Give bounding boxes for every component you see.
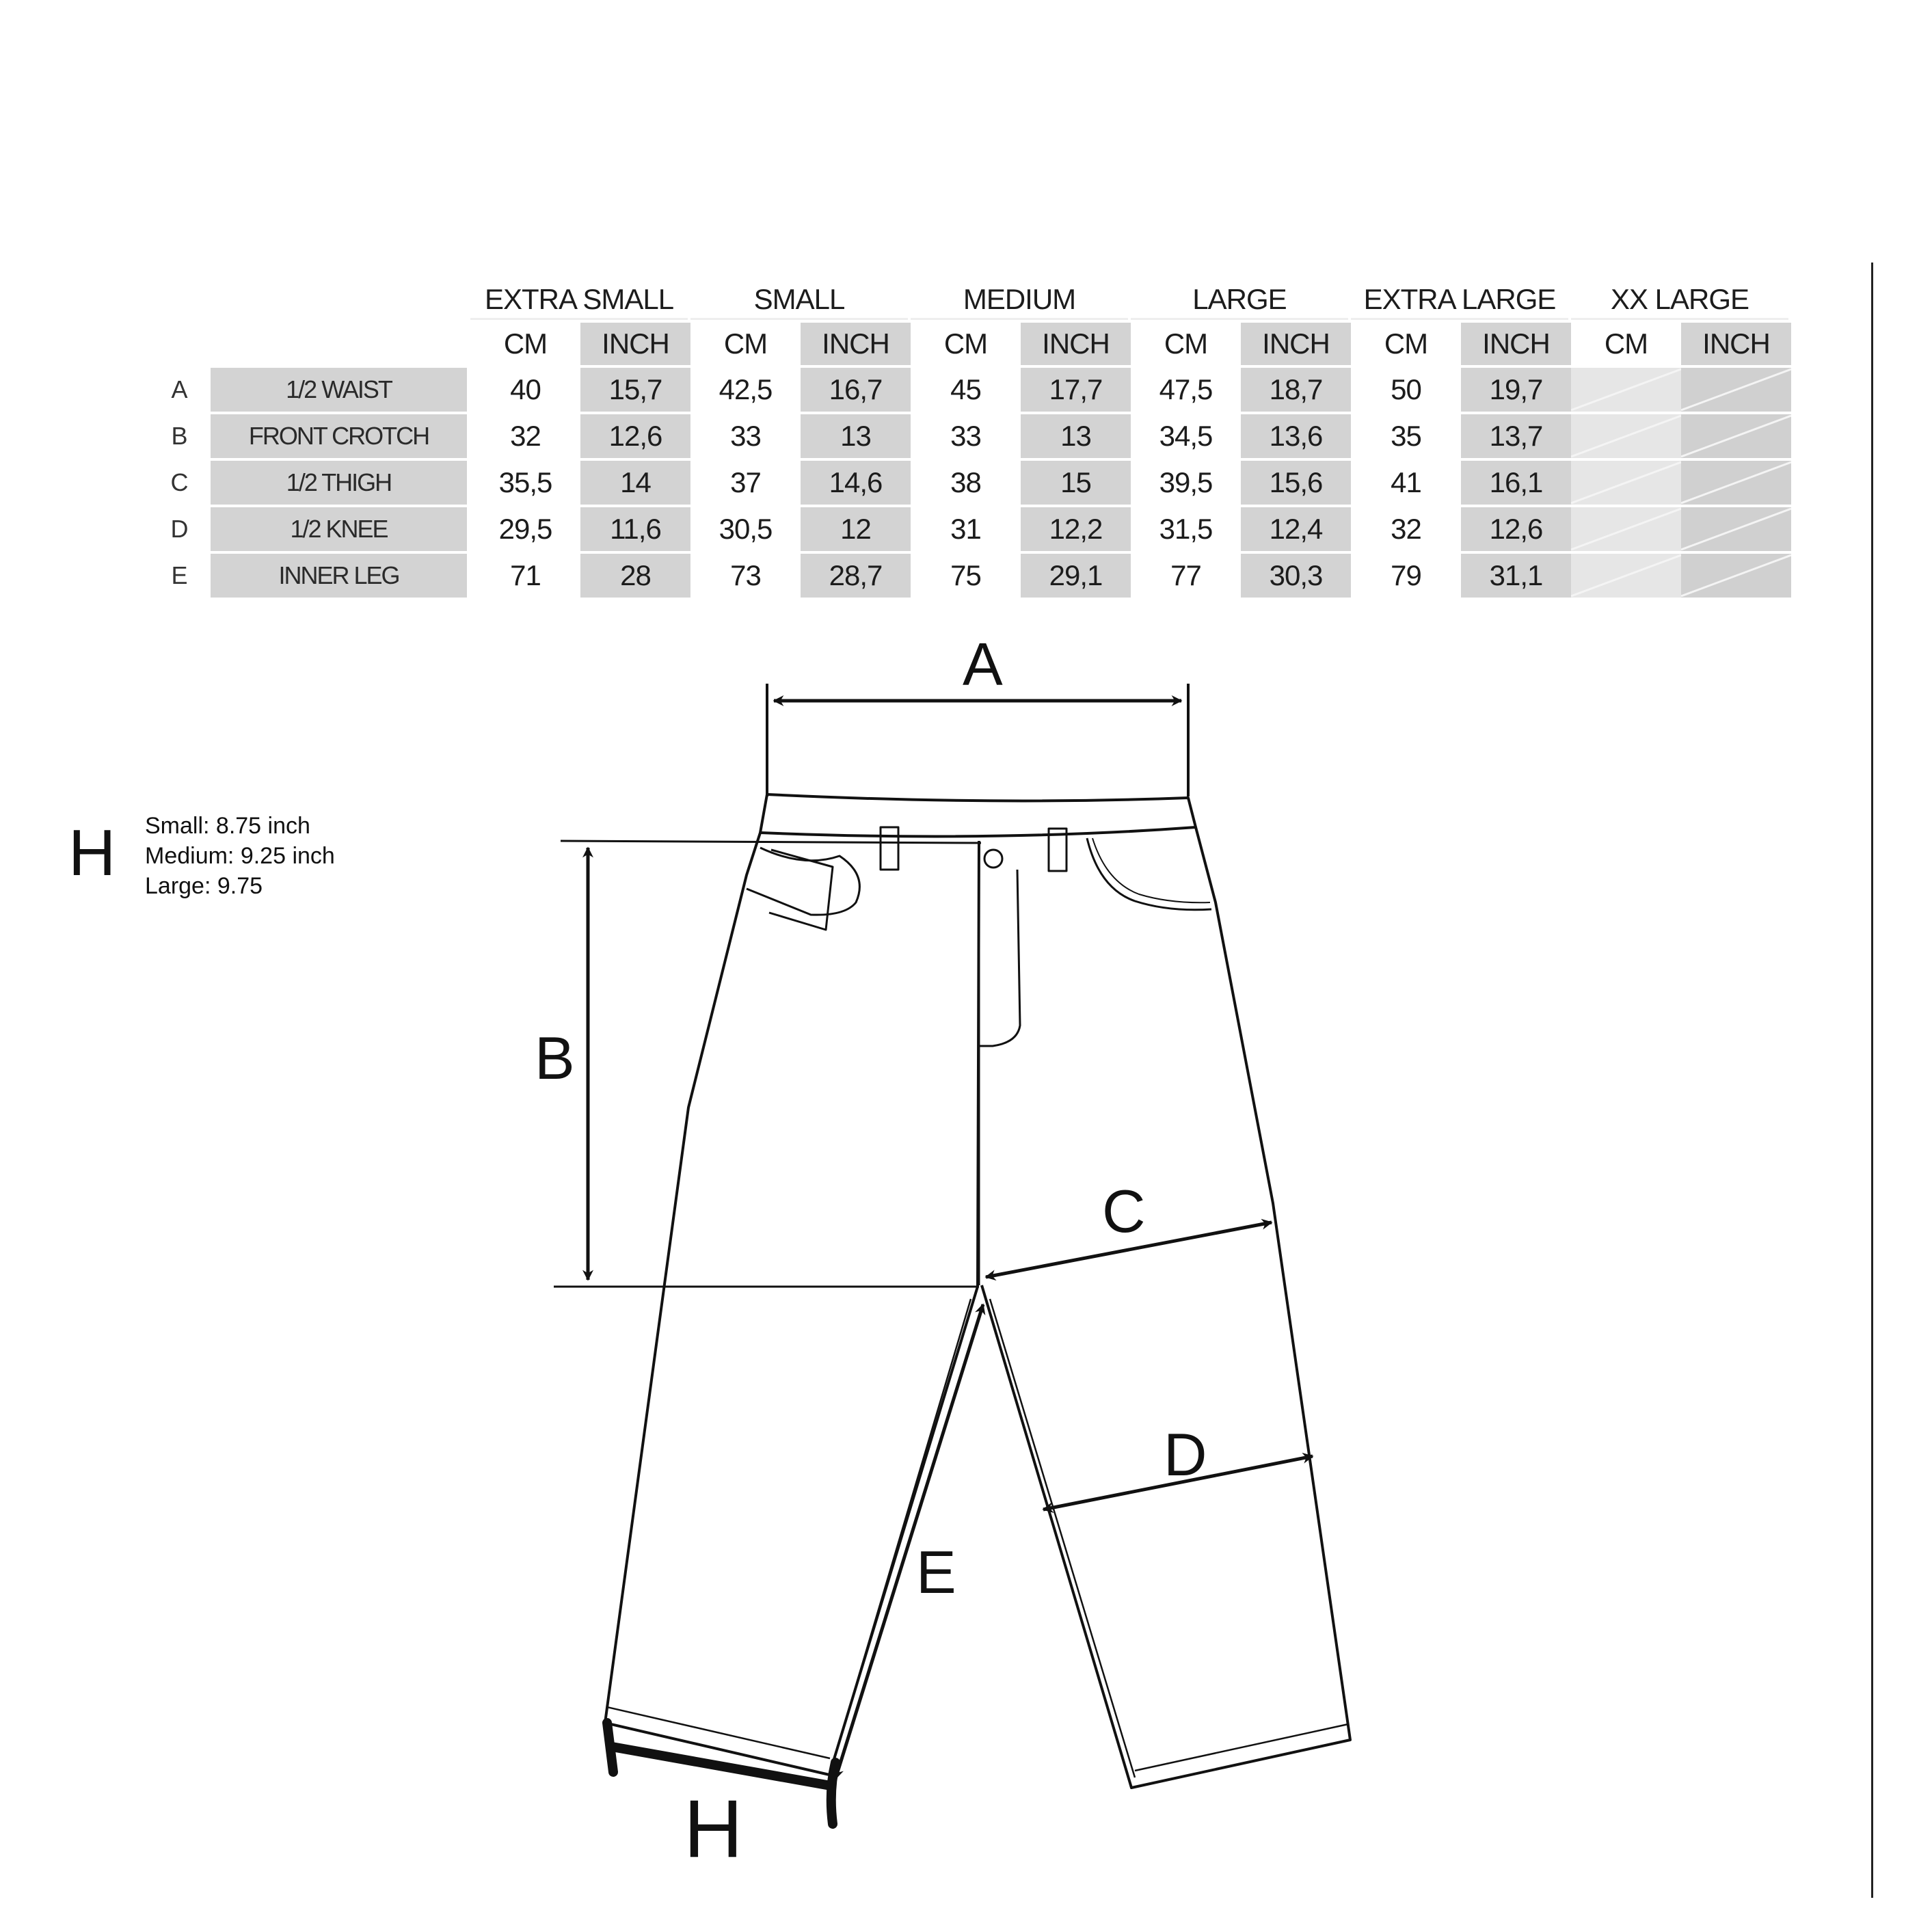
dimension-h [607, 1723, 835, 1875]
table-value: 41 [1351, 461, 1461, 505]
table-value: 29,5 [470, 507, 580, 551]
dimension-d [1043, 1421, 1313, 1510]
table-value: 38 [911, 461, 1021, 505]
row-label: 1/2 KNEE [211, 507, 467, 551]
row-letter: D [152, 507, 206, 551]
table-value: 11,6 [580, 507, 690, 551]
dim-d-label: D [1164, 1421, 1207, 1488]
row-letter: E [152, 554, 206, 598]
table-value: 35,5 [470, 461, 580, 505]
waistband [760, 794, 1196, 836]
size-header: XX LARGE [1571, 280, 1788, 320]
table-value: 30,3 [1241, 554, 1351, 598]
table-value: 79 [1351, 554, 1461, 598]
table-value: 16,7 [801, 368, 911, 412]
unit-header-cm: CM [911, 323, 1021, 365]
table-value: 19,7 [1461, 368, 1571, 412]
table-value: 29,1 [1021, 554, 1131, 598]
row-label: FRONT CROTCH [211, 414, 467, 458]
table-value: 31,1 [1461, 554, 1571, 598]
fly-curve [979, 870, 1020, 1046]
unit-header-cm: CM [1131, 323, 1241, 365]
right-pocket [1087, 838, 1211, 910]
button-icon [984, 850, 1002, 868]
table-value: 31,5 [1131, 507, 1241, 551]
row-letter: B [152, 414, 206, 458]
table-value: 39,5 [1131, 461, 1241, 505]
row-letter: C [152, 461, 206, 505]
size-header: EXTRA SMALL [470, 280, 688, 320]
table-value: 14 [580, 461, 690, 505]
right-edge-rule [1871, 263, 1873, 1898]
table-value: 34,5 [1131, 414, 1241, 458]
table-value: 17,7 [1021, 368, 1131, 412]
right-pocket-edge [1092, 838, 1210, 902]
table-value: 15,6 [1241, 461, 1351, 505]
table-value: 13 [1021, 414, 1131, 458]
coin-pocket [769, 850, 833, 930]
table-value: 12 [801, 507, 911, 551]
table-value: 32 [1351, 507, 1461, 551]
table-value: 37 [690, 461, 801, 505]
table-value: 35 [1351, 414, 1461, 458]
unit-header-inch: INCH [1461, 323, 1571, 365]
left-leg [605, 833, 979, 1775]
row-letter: A [152, 368, 206, 412]
h-legend-medium: Medium: 9.25 inch [145, 843, 335, 869]
table-value: 14,6 [801, 461, 911, 505]
table-value: 13 [801, 414, 911, 458]
dimension-c [986, 1177, 1272, 1277]
table-value: 18,7 [1241, 368, 1351, 412]
size-header: EXTRA LARGE [1351, 280, 1568, 320]
unit-header-inch: INCH [580, 323, 690, 365]
table-value: 12,2 [1021, 507, 1131, 551]
inner-seam-left [831, 1299, 971, 1771]
dim-b-label: B [535, 1024, 575, 1092]
table-value: 12,6 [580, 414, 690, 458]
unit-header-cm: CM [1351, 323, 1461, 365]
dim-b-top-guide [561, 841, 981, 843]
table-value: 13,7 [1461, 414, 1571, 458]
row-label: 1/2 WAIST [211, 368, 467, 412]
table-value: 45 [911, 368, 1021, 412]
unit-header-cm: CM [690, 323, 801, 365]
dim-h-end-right [831, 1762, 835, 1824]
table-value: 12,6 [1461, 507, 1571, 551]
size-header: MEDIUM [911, 280, 1128, 320]
unit-header-inch: INCH [1681, 323, 1791, 365]
h-legend-letter: H [68, 816, 116, 889]
table-value: 28,7 [801, 554, 911, 598]
table-value: 33 [690, 414, 801, 458]
table-value: 28 [580, 554, 690, 598]
row-label: INNER LEG [211, 554, 467, 598]
dim-h-end-left [607, 1723, 613, 1772]
unit-header-inch: INCH [801, 323, 911, 365]
inner-seam-right [990, 1299, 1135, 1777]
row-label: 1/2 THIGH [211, 461, 467, 505]
dim-e-arrow [835, 1304, 983, 1779]
table-value: 15 [1021, 461, 1131, 505]
unit-header-cm: CM [470, 323, 580, 365]
size-header: LARGE [1131, 280, 1348, 320]
pants-outline [605, 794, 1350, 1788]
table-value: 32 [470, 414, 580, 458]
table-value: 31 [911, 507, 1021, 551]
table-value: 42,5 [690, 368, 801, 412]
table-value: 40 [470, 368, 580, 412]
table-value: 73 [690, 554, 801, 598]
unit-header-cm: CM [1571, 323, 1681, 365]
size-header: SMALL [690, 280, 908, 320]
dimension-b [535, 841, 981, 1287]
table-value: 33 [911, 414, 1021, 458]
dimension-a [767, 630, 1188, 796]
right-leg [982, 827, 1350, 1788]
h-legend-large: Large: 9.75 [145, 873, 263, 899]
dim-a-label: A [963, 630, 1003, 698]
table-value: 30,5 [690, 507, 801, 551]
table-value: 75 [911, 554, 1021, 598]
table-value: 71 [470, 554, 580, 598]
table-value: 15,7 [580, 368, 690, 412]
h-legend-small: Small: 8.75 inch [145, 813, 310, 839]
dim-e-label: E [916, 1538, 956, 1606]
table-value: 13,6 [1241, 414, 1351, 458]
unit-header-inch: INCH [1241, 323, 1351, 365]
table-value: 12,4 [1241, 507, 1351, 551]
dim-c-label: C [1102, 1177, 1146, 1245]
unit-header-inch: INCH [1021, 323, 1131, 365]
table-value: 47,5 [1131, 368, 1241, 412]
dimension-e [835, 1304, 983, 1779]
dim-h-label: H [684, 1783, 743, 1875]
table-value: 16,1 [1461, 461, 1571, 505]
table-value: 50 [1351, 368, 1461, 412]
table-value: 77 [1131, 554, 1241, 598]
